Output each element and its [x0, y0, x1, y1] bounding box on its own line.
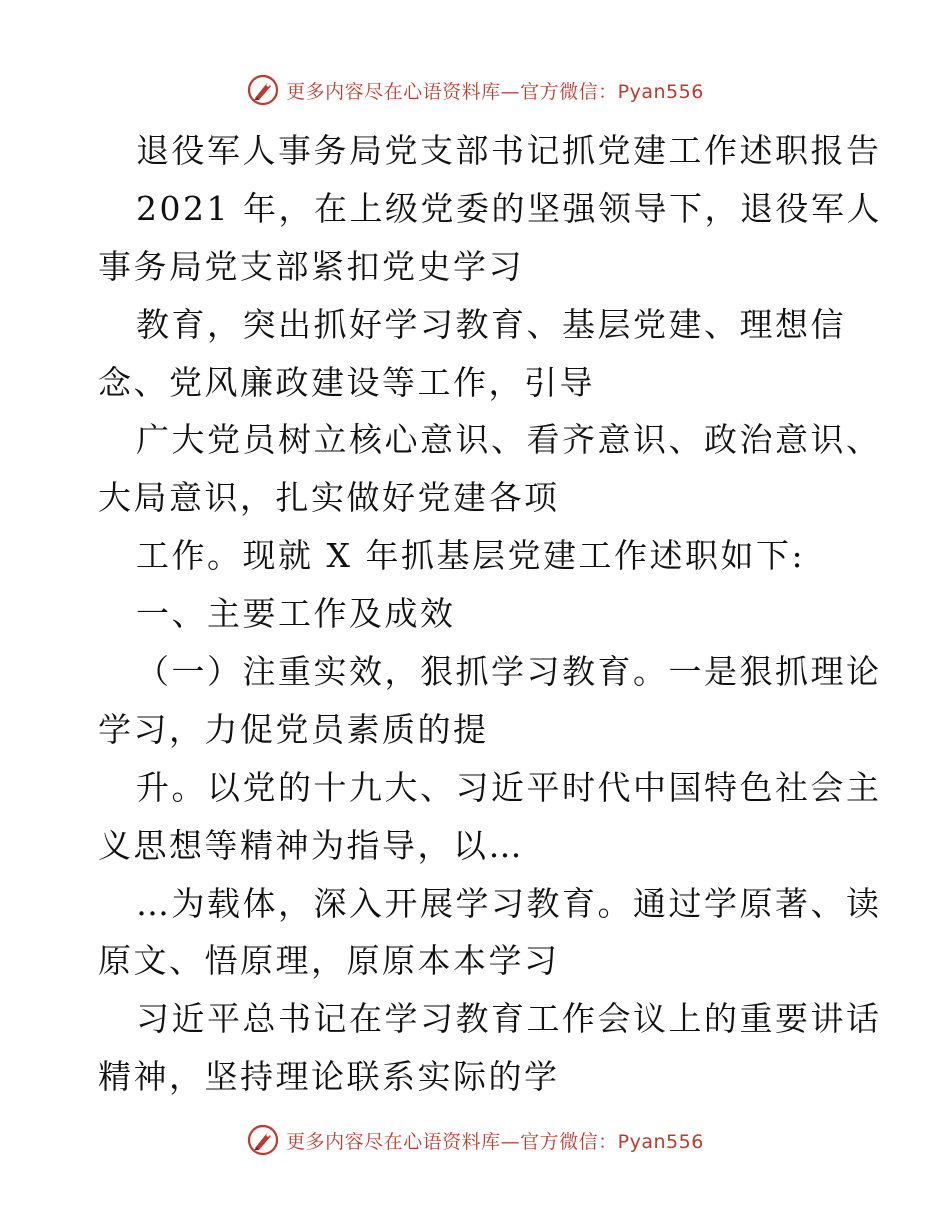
- pen-nib-logo-icon: [246, 73, 280, 107]
- pen-nib-logo-icon: [246, 1123, 280, 1157]
- paragraph-line: …为载体，深入开展学习教育。通过学原著、读: [136, 883, 882, 923]
- paragraph-line: 工作。现就 X 年抓基层党建工作述职如下:: [136, 536, 806, 576]
- paragraph-line: 2021 年，在上级党委的坚强领导下，退役军人: [136, 188, 882, 228]
- banner-contact: 官方微信：Pyan556: [520, 1130, 704, 1153]
- paragraph-line: 大局意识，扎实做好党建各项: [98, 478, 560, 518]
- banner-brand: 更多内容尽在心语资料库: [286, 1130, 501, 1153]
- banner-text: [286, 1127, 704, 1154]
- paragraph-line: 义思想等精神为指导，以…: [98, 825, 524, 865]
- banner-contact: 官方微信：Pyan556: [520, 80, 704, 103]
- banner-separator: —: [500, 80, 521, 103]
- paragraph-line: （一）注重实效，狠抓学习教育。一是狠抓理论: [136, 652, 882, 692]
- banner-text: [286, 77, 704, 104]
- document-title: 退役军人事务局党支部书记抓党建工作述职报告: [136, 131, 882, 170]
- paragraph-line: 升。以党的十九大、习近平时代中国特色社会主: [136, 767, 882, 807]
- paragraph-line: 精神，坚持理论联系实际的学: [98, 1057, 560, 1097]
- paragraph-line: 事务局党支部紧扣党史学习: [98, 246, 524, 286]
- paragraph-line: 教育，突出抓好学习教育、基层党建、理想信: [136, 304, 846, 344]
- paragraph-line: 广大党员树立核心意识、看齐意识、政治意识、: [136, 420, 882, 460]
- paragraph-line: 念、党风廉政建设等工作，引导: [98, 362, 595, 402]
- paragraph-line: 原文、悟原理，原原本本学习: [98, 941, 560, 981]
- section-heading: 一、主要工作及成效: [136, 594, 456, 634]
- document-body: [98, 122, 882, 1106]
- banner-brand: 更多内容尽在心语资料库: [286, 80, 501, 103]
- footer-banner: [0, 1120, 950, 1160]
- header-banner: [0, 70, 950, 110]
- banner-separator: —: [500, 1130, 521, 1153]
- paragraph-line: 习近平总书记在学习教育工作会议上的重要讲话: [136, 999, 882, 1039]
- paragraph-line: 学习，力促党员素质的提: [98, 709, 489, 749]
